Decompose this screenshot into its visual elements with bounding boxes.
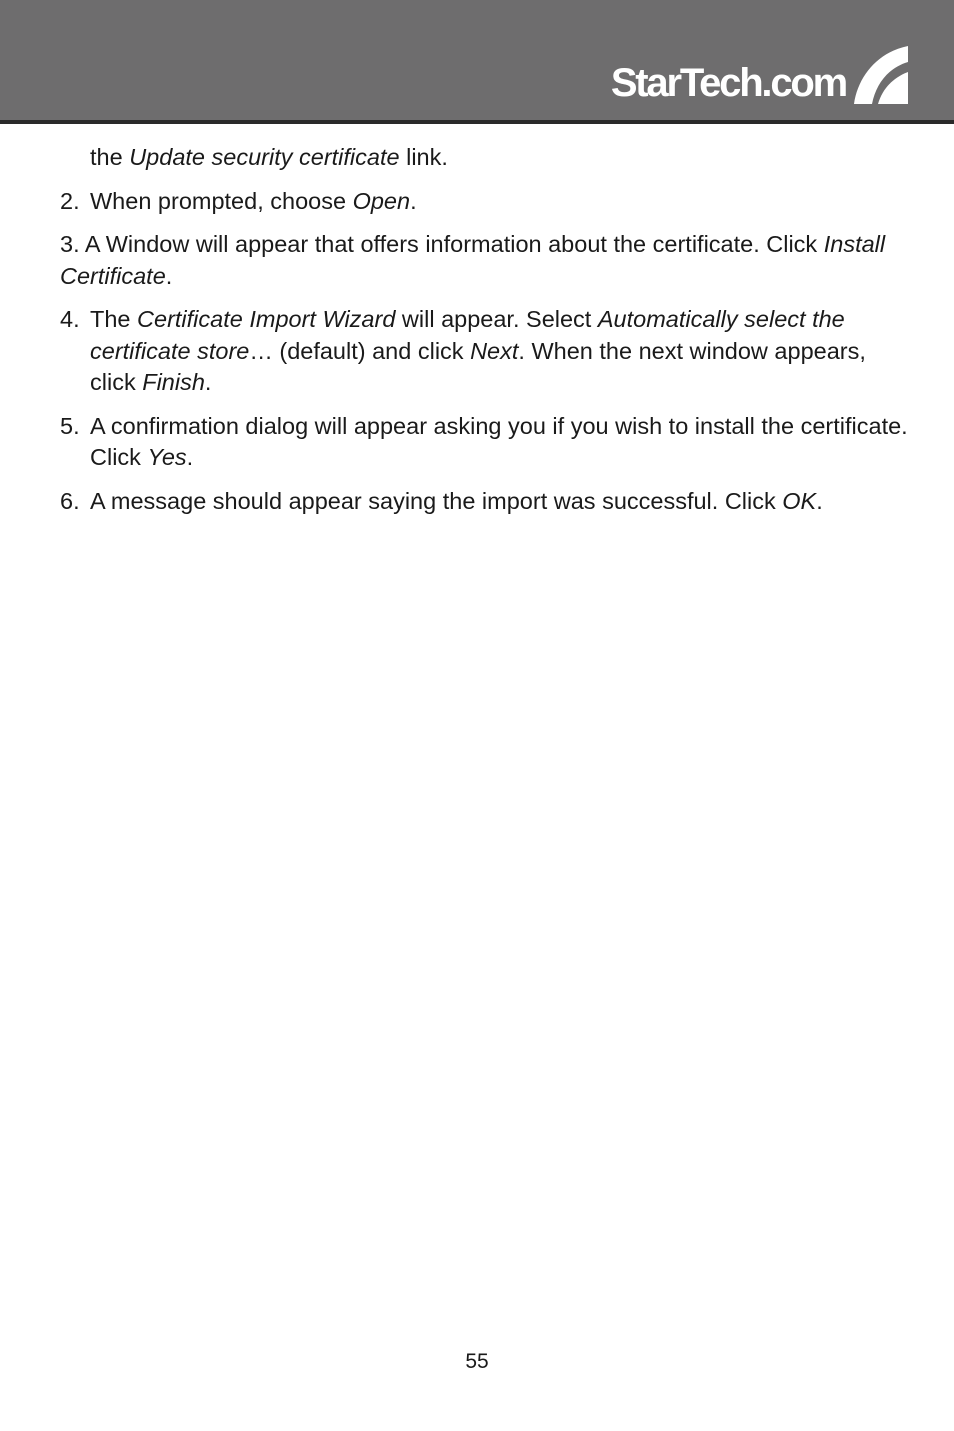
emphasis: Finish — [142, 369, 205, 395]
step-2 — [60, 186, 910, 218]
text: . — [816, 487, 823, 514]
step-4 — [60, 304, 910, 399]
step-text — [90, 486, 910, 518]
text: A Window will appear that offers information about the certificate. Click — [84, 231, 824, 257]
step-number: 6. — [60, 487, 80, 514]
emphasis: Yes — [147, 444, 187, 470]
page-number: 55 — [465, 1350, 489, 1373]
text: A message should appear saying the import was successful. Click — [90, 487, 783, 514]
emphasis: Certificate Import Wizard — [137, 306, 396, 332]
text: the — [90, 144, 130, 170]
startech-logo — [611, 44, 910, 104]
update-security-certificate-link-text: Update security certificate — [129, 144, 400, 170]
logo-text: StarTech.com — [610, 61, 846, 105]
step-3 — [60, 229, 910, 292]
step-1-continuation — [60, 142, 910, 174]
text: . When the next window appears, click — [90, 337, 866, 395]
text: When prompted, choose — [90, 187, 353, 214]
text: will appear. Select — [395, 306, 598, 332]
emphasis: Automatically select the certificate store — [90, 306, 845, 364]
step-text — [90, 411, 934, 474]
step-6 — [60, 486, 910, 518]
instructions — [60, 142, 934, 529]
step-number: 4. — [60, 306, 80, 332]
text: A confirmation dialog will appear asking you if you wish to install the certificate. Click — [90, 412, 934, 470]
emphasis: Install Certificate — [60, 231, 886, 289]
text: . — [204, 369, 212, 395]
step-number: 5. — [60, 412, 80, 439]
step-5 — [60, 411, 934, 474]
step-text — [90, 186, 910, 218]
step-text — [90, 304, 910, 399]
emphasis: Next — [470, 337, 519, 364]
text: . — [165, 262, 173, 289]
text: … (default) and click — [249, 337, 471, 364]
emphasis: Open — [352, 187, 411, 214]
text: . — [410, 187, 417, 214]
swoosh-icon — [848, 46, 910, 104]
emphasis: OK — [782, 487, 817, 514]
page-header — [0, 0, 954, 124]
step-number: 3. — [60, 231, 80, 257]
text: link. — [399, 144, 448, 170]
text: The — [90, 306, 138, 332]
text: . — [186, 444, 194, 470]
step-number: 2. — [60, 187, 80, 214]
